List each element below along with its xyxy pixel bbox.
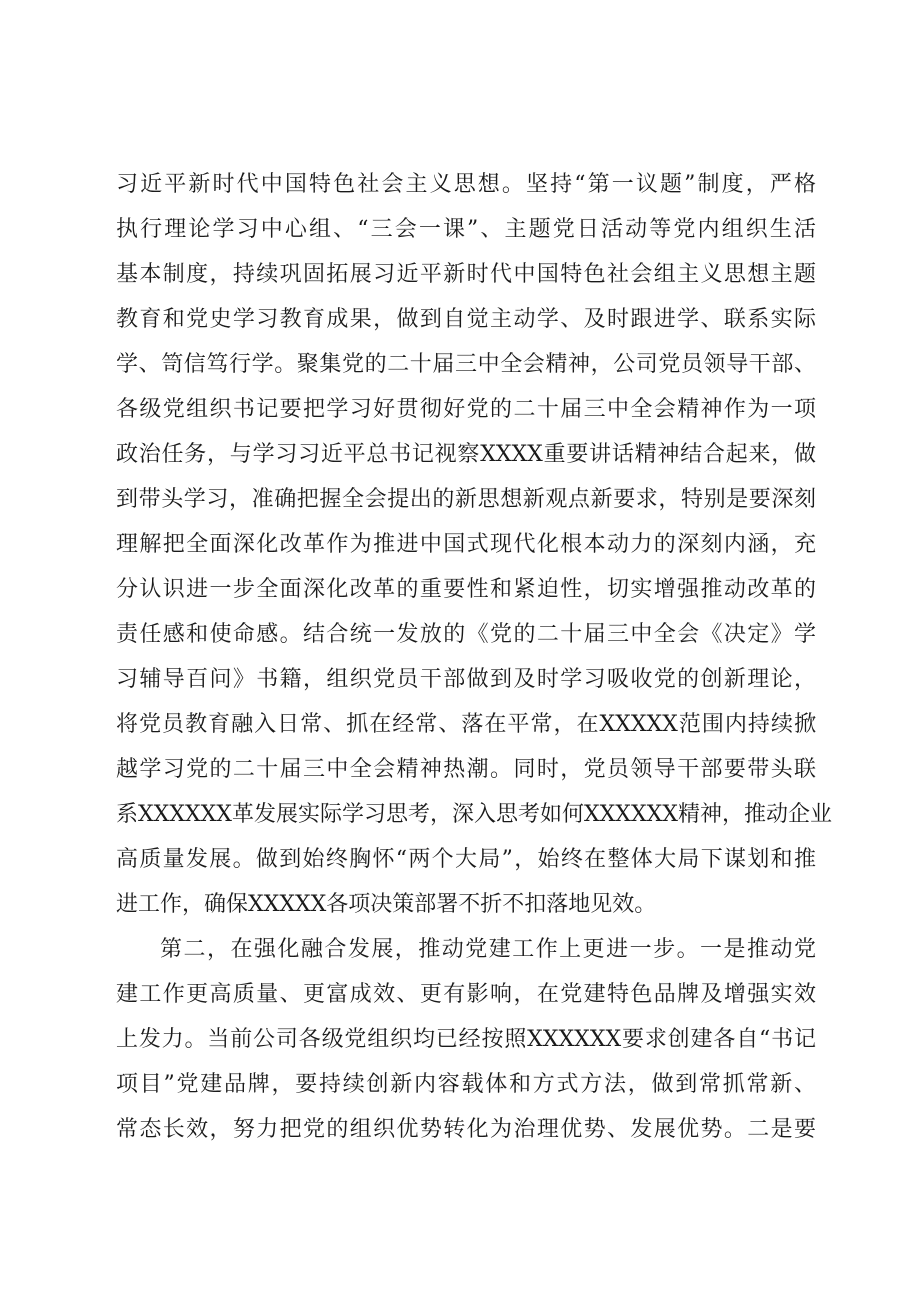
text-line: 习近平新时代中国特色社会主义思想。坚持“第一议题”制度，严格	[116, 172, 816, 197]
text-line: 到带头学习，准确把握全会提出的新思想新观点新要求，特别是要深刻	[116, 487, 816, 512]
text-line: 越学习党的二十届三中全会精神热潮。同时，党员领导干部要带头联	[116, 757, 816, 782]
text-line: 政治任务，与学习习近平总书记视察XXXX重要讲话精神结合起来，做	[116, 442, 816, 467]
text-line: 项目”党建品牌，要持续创新内容载体和方式方法，做到常抓常新、	[116, 1072, 816, 1097]
text-line: 教育和党史学习教育成果，做到自觉主动学、及时跟进学、联系实际	[116, 307, 816, 332]
paragraph-2	[116, 927, 816, 1152]
paragraph-1	[116, 162, 832, 927]
text-line: 理解把全面深化改革作为推进中国式现代化根本动力的深刻内涵，充	[116, 532, 816, 557]
text-line: 责任感和使命感。结合统一发放的《党的二十届三中全会《决定》学	[116, 622, 816, 647]
text-line: 高质量发展。做到始终胸怀“两个大局”，始终在整体大局下谋划和推	[116, 847, 816, 872]
text-line: 将党员教育融入日常、抓在经常、落在平常，在XXXXX范围内持续掀	[116, 712, 816, 737]
text-line: 上发力。当前公司各级党组织均已经按照XXXXXX要求创建各自“书记	[116, 1027, 816, 1052]
document-body	[116, 162, 832, 1152]
text-line: 常态长效，努力把党的组织优势转化为治理优势、发展优势。二是要	[116, 1117, 816, 1142]
text-line: 学、笥信笃行学。聚集党的二十届三中全会精神，公司党员领导干部、	[116, 352, 816, 377]
text-line: 系XXXXXX革发展实际学习思考，深入思考如何XXXXXX精神，推动企业	[116, 802, 832, 827]
text-line: 各级党组织书记要把学习好贯彻好党的二十届三中全会精神作为一项	[116, 397, 816, 422]
text-line: 第二，在强化融合发展，推动党建工作上更进一步。一是推动党	[160, 937, 816, 962]
text-line: 进工作，确保XXXXX各项决策部署不折不扣落地见效。	[116, 892, 657, 917]
text-line: 分认识进一步全面深化改革的重要性和紧迫性，切实增强推动改革的	[116, 577, 816, 602]
text-line: 基本制度，持续巩固拓展习近平新时代中国特色社会组主义思想主题	[116, 262, 816, 287]
text-line: 建工作更高质量、更富成效、更有影响，在党建特色品牌及增强实效	[116, 982, 816, 1007]
text-line: 执行理论学习中心组、“三会一课”、主题党日活动等党内组织生活	[116, 217, 816, 242]
text-line: 习辅导百问》书籍，组织党员干部做到及时学习吸收党的创新理论，	[116, 667, 816, 692]
